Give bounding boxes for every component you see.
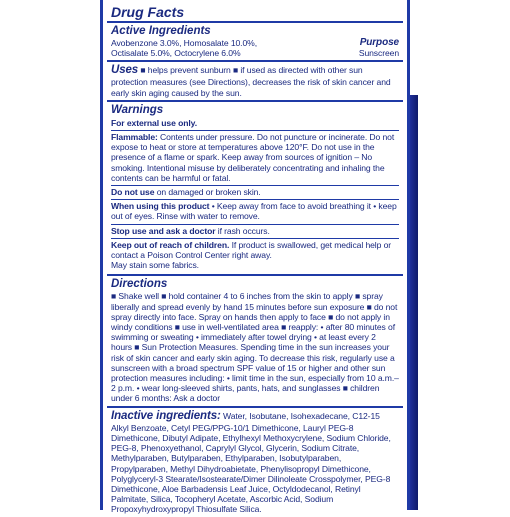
drug-facts-title: Drug Facts [107,0,403,23]
active-line-1: Avobenzone 3.0%, Homosalate 10.0%, [111,38,257,48]
uses-text: ■ helps prevent sunburn ■ if used as directed with other sun protection measures (see Directions), decreases the risk of skin cancer and early skin aging caused by the sun. [111,65,391,98]
inactive-heading: Inactive ingredients: [111,409,221,422]
purpose-value: Sunscreen [358,48,399,59]
bottle-edge [410,95,418,510]
directions-heading: Directions [111,278,168,291]
keep-out-label: Keep out of reach of children. [111,239,230,250]
external-use-line [111,117,399,131]
stop-use-label: Stop use and ask a doctor [111,225,216,236]
when-using-block [111,200,399,224]
when-using-label: When using this product [111,201,210,212]
active-ingredients-heading: Active Ingredients [111,25,211,37]
directions-section [107,276,403,407]
inactive-section [107,408,403,517]
stop-use-text: if rash occurs. [215,225,270,236]
active-line-2: Octisalate 5.0%, Octocrylene 6.0% [111,48,241,59]
active-ingredients-row [111,38,399,58]
do-not-use-block [111,186,399,200]
inactive-body [111,410,399,515]
uses-body [111,64,399,97]
flammable-label: Flammable: [111,132,158,143]
keep-out-block [111,239,399,273]
external-use-text: For external use only. [111,117,197,128]
when-using-text: • Keep away from face to avoid breathing it • keep out of eyes. Rinse with water to remove. [111,201,397,222]
purpose-heading: Purpose [359,37,399,48]
purpose-column [359,38,399,58]
background-left [0,0,95,510]
background-right [415,0,510,510]
stop-use-block [111,225,399,239]
flammable-text: Contents under pressure. Do not puncture or incinerate. Do not expose to heat or store at temperatures above 120°F. Do not use in the presence of a flame or spark. Keep away from sources of ignition – No smoking. Intentional misuse by deliberately concentrating and inhaling the contents can be harmful or fatal. [111,132,395,183]
active-ingredients-section [107,23,403,62]
stain-note: May stain some fabrics. [111,260,199,271]
drug-facts-panel [100,0,410,515]
uses-section [107,62,403,101]
directions-text: ■ Shake well ■ hold container 4 to 6 inches from the skin to apply ■ spray liberally and spread evenly by hand 15 minutes before sun exposure ■ do not spray directly into face. Spray on hands then apply to face ■ do not apply in windy conditions ■ use in well-ventilated area ■ reapply: • after 80 minutes of swimming or sweating • immediately after towel drying • at least every 2 hours ■ Sun Protection Measures. Spending time in the sun increases your risk of skin cancer and early skin aging. To decrease this risk, regularly use a sunscreen with a broad spectrum SPF value of 15 or higher and other sun protection measures including: • limit time in the sun, especially from 10 a.m.–2 p.m. • wear long-sleeved shirts, pants, hats, and sunglasses ■ children under 6 months: Ask a doctor [111,291,399,404]
do-not-use-label: Do not use [111,187,155,198]
flammable-block [111,131,399,186]
keep-out-text: If product is swallowed, get medical help or contact a Poison Control Center right away. [111,239,392,261]
warnings-heading: Warnings [111,103,164,116]
warnings-section [107,102,403,277]
do-not-use-text: on damaged or broken skin. [154,187,261,198]
inactive-text: Water, Isobutane, Isohexadecane, C12-15 Alkyl Benzoate, Cetyl PEG/PPG-10/1 Dimethicone, Lauryl PEG-8 Dimethicone, Dibutyl Adipate, Ethylhexyl Methoxycrylene, Sodium Chloride, PEG-8, Phenoxyethanol, Caprylyl Glycol, Glycerin, Sodium Citrate, Methylparaben, Butylparaben, Ethylparaben, Isobutylparaben, Propylparaben, Methyl Dihydroabietate, Phenylisopropyl Dimethicone, Polyglyceryl-3 Stearate/Isostearate/Dimer Dilinoleate Crosspolymer, PEG-8 Dimethicone, Aloe Barbadensis Leaf Juice, Octyldodecanol, Retinyl Palmitate, Silica, Tocopheryl Acetate, Ascorbic Acid, Sodium Propoxyhydroxypropyl Thiosulfate Silica. [111,410,391,515]
active-ingredients-list [111,38,257,58]
uses-heading: Uses [111,64,139,77]
